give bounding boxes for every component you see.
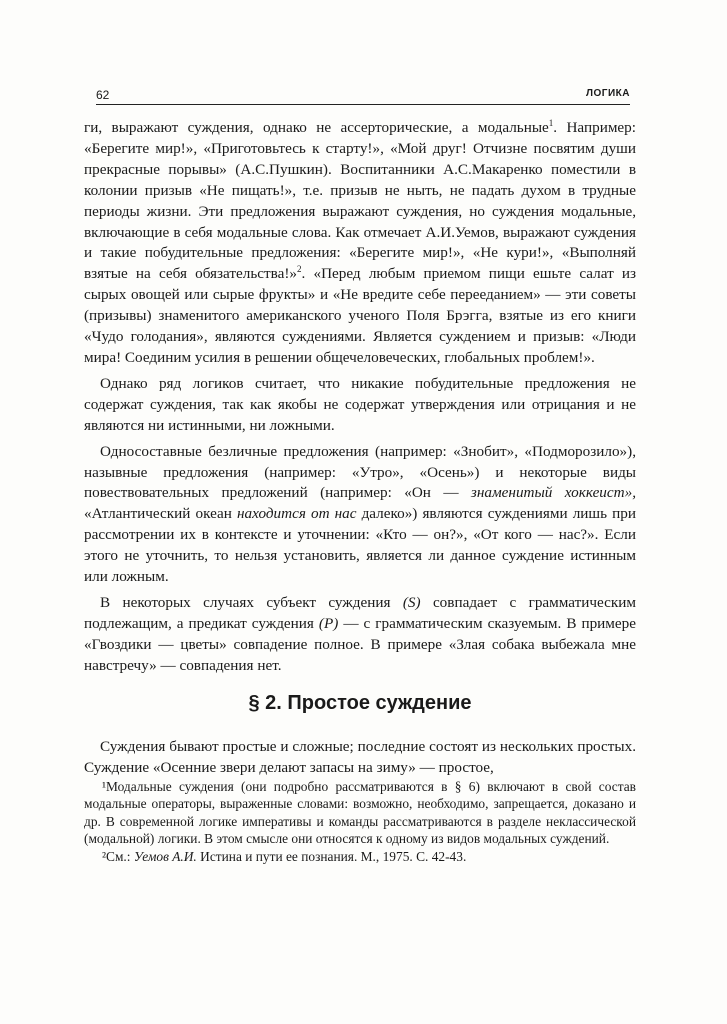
page-number: 62	[96, 88, 110, 102]
footnote-2	[84, 848, 636, 865]
italic-text: (Р)	[318, 614, 339, 632]
running-title: ЛОГИКА	[586, 88, 630, 99]
page-header	[96, 88, 630, 105]
paragraph-text: далеко») являются суждениями лишь при рассмотрении их в контексте и уточнении: «Кто — он?», «От кого — нас?». Если этого не уточнить, то нельзя установить, является ли данное суждение истинным или ложным.	[84, 505, 636, 586]
section-text	[84, 736, 636, 778]
paragraph-text: совпадает с грамматическим подлежащим, а предикат суждения	[84, 593, 637, 632]
footnote-author: Уемов А.И.	[133, 849, 197, 865]
paragraph-1	[84, 118, 636, 369]
footnote-ref-2: 2	[297, 264, 302, 275]
paragraph-2: Однако ряд логиков считает, что никакие побудительные предложения не содержат суждения, так как якобы не содержат утверждения или отрицания и не являются ни истинными, ни ложными.	[84, 374, 636, 434]
paragraph-text: . «Перед любым приемом пищи ешьте салат из сырых овощей или сырые фрукты» и «Не вредите себе перееданием» — эти советы (призывы) знаменитого американского ученого Поля Брэгга, взятые из его книги «Чудо голодания», являются суждениями. Является суждением и призыв: «Люди мира! Соединим усилия в решении общечеловеческих, глобальных проблем!».	[84, 265, 636, 366]
footnote-1: ¹Модальные суждения (они подробно рассматриваются в § 6) включают в свой состав модальные операторы, выраженные словами: возможно, необходимо, запрещается, доказано и др. В современной логике императивы и команды рассматриваются в разделе неклассической (модальной) логики. В этом смысле они относятся к одному из видов модальных суждений.	[84, 779, 636, 846]
paragraph-3	[84, 442, 636, 588]
footnotes	[84, 778, 636, 866]
paragraph-text: В некоторых случаях субъект суждения	[100, 593, 403, 611]
italic-text: знаменитый хоккеист»,	[470, 484, 637, 502]
paragraph-text: Односоставные безличные предложения (например: «Знобит», «Подморозило»), назывные предложения (например: «Утро», «Осень») и некоторые виды повествовательных предложений (например: «Он —	[84, 442, 636, 502]
section-intro-paragraph: Суждения бывают простые и сложные; последние состоят из нескольких простых. Суждение «Осенние звери делают запасы на зиму» — простое,	[84, 738, 636, 776]
paragraph-text: «Атлантический океан	[84, 505, 237, 523]
paragraph-text: ги, выражают суждения, однако не ассерторические, а модальные	[84, 119, 549, 136]
italic-text: находится от нас	[236, 505, 357, 523]
footnote-ref-1: 1	[548, 117, 554, 128]
section-heading: § 2. Простое суждение	[248, 692, 472, 714]
footnote-text: Истина и пути ее познания. М., 1975. С. 42-43.	[196, 849, 467, 865]
italic-text: (S)	[402, 593, 421, 611]
paragraph-4	[84, 593, 636, 677]
main-text	[84, 118, 636, 682]
footnote-prefix: ²См.:	[102, 849, 134, 865]
paragraph-text: . Например: «Берегите мир!», «Приготовьтесь к старту!», «Мой друг! Отчизне посвятим души прекрасные порывы» (А.С.Пушкин). Воспитанники А.С.Макаренко поместили в колонии призыв «Не пищать!», т.е. призыв не ныть, не падать духом в трудные периоды жизни. Эти предложения выражают суждения, но суждения модальные, включающие в себя модальные слова. Как отмечает А.И.Уемов, выражают суждения и такие побудительные предложения: «Берегите мир!», «Не кури!», «Выполняй взятые на себя обязательства!»	[84, 119, 636, 283]
paragraph-text: — с грамматическим сказуемым. В примере «Гвоздики — цветы» совпадение полное. В примере «Злая собака выбежала мне навстречу» — совпадения нет.	[84, 614, 636, 674]
